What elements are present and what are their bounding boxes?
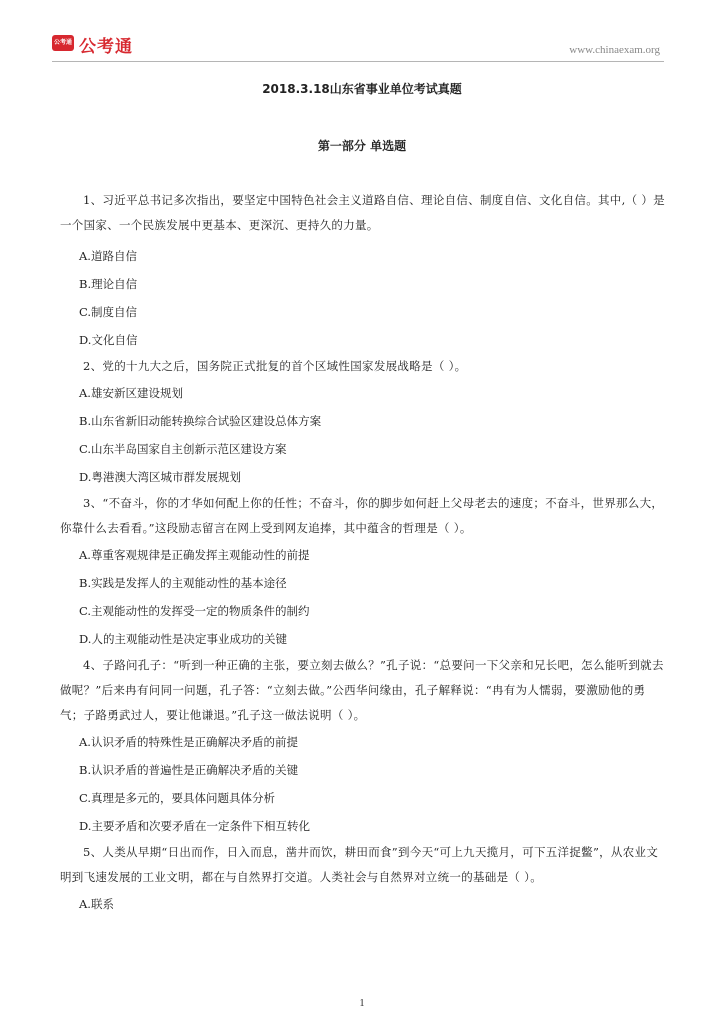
option: C.制度自信	[79, 305, 138, 319]
logo-text: 公考通	[79, 37, 133, 57]
option: C.主观能动性的发挥受一定的物质条件的制约	[79, 604, 310, 618]
question-stem: 4、子路问孔子：“听到一种正确的主张，要立刻去做么？”孔子说：“总要问一下父亲和兄长吧，怎么能听到就去做呢？”后来冉有问同一问题，孔子答：“立刻去做。”公西华问缘由，孔子解释说：“冉有为人懦弱，要激励他的勇气；子路勇武过人，要让他谦退。”孔子这一做法说明（ ）。	[60, 658, 664, 722]
question	[60, 354, 666, 491]
option: B.认识矛盾的普遍性是正确解决矛盾的关键	[79, 763, 299, 777]
question-list	[60, 188, 666, 918]
option: B.理论自信	[79, 277, 138, 291]
option: A.雄安新区建设规划	[79, 386, 183, 400]
option: C.真理是多元的，要具体问题具体分析	[79, 791, 276, 805]
option: B.山东省新旧动能转换综合试验区建设总体方案	[79, 414, 322, 428]
option: D.主要矛盾和次要矛盾在一定条件下相互转化	[79, 819, 310, 833]
option: D.粤港澳大湾区城市群发展规划	[79, 470, 241, 484]
question	[60, 491, 666, 653]
option: A.联系	[79, 897, 114, 911]
option: D.文化自信	[79, 333, 138, 347]
question	[60, 840, 666, 918]
page-number: 1	[359, 998, 365, 1009]
header-divider	[52, 61, 664, 62]
question-stem: 5、人类从早期“日出而作，日入而息，凿井而饮，耕田而食”到今天“可上九天揽月，可下五洋捉鳖”，从农业文明到飞速发展的工业文明，都在与自然界打交道。人类社会与自然界对立统一的基础是（ ）。	[60, 845, 659, 884]
question	[60, 188, 666, 354]
option: A.尊重客观规律是正确发挥主观能动性的前提	[79, 548, 310, 562]
option: A.认识矛盾的特殊性是正确解决矛盾的前提	[79, 735, 298, 749]
option: A.道路自信	[79, 249, 137, 263]
site-url: www.chinaexam.org	[569, 44, 660, 56]
question-stem: 1、习近平总书记多次指出，要坚定中国特色社会主义道路自信、理论自信、制度自信、文化自信。其中,（ ）是一个国家、一个民族发展中更基本、更深沉、更持久的力量。	[60, 193, 665, 232]
question-stem: 2、党的十九大之后，国务院正式批复的首个区域性国家发展战略是（ ）。	[83, 359, 467, 373]
logo-icon: 公考通	[52, 35, 74, 51]
question	[60, 653, 666, 840]
option: C.山东半岛国家自主创新示范区建设方案	[79, 442, 287, 456]
option: B.实践是发挥人的主观能动性的基本途径	[79, 576, 287, 590]
page-header	[0, 0, 724, 70]
section-title: 第一部分 单选题	[317, 139, 407, 153]
document-title: 2018.3.18山东省事业单位考试真题	[262, 82, 462, 96]
option: D.人的主观能动性是决定事业成功的关键	[79, 632, 287, 646]
question-stem: 3、“不奋斗，你的才华如何配上你的任性；不奋斗，你的脚步如何赶上父母老去的速度；不奋斗，世界那么大，你靠什么去看看。”这段励志留言在网上受到网友追捧，其中蕴含的哲理是（ ）。	[60, 496, 664, 535]
